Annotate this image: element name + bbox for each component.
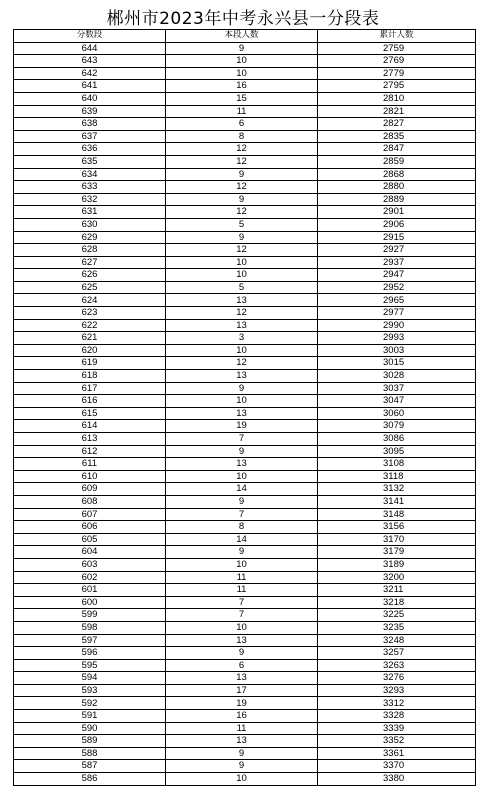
table-row: [14, 697, 476, 710]
cell-score: 639: [14, 105, 166, 118]
cell-segment-count: 12: [166, 307, 318, 320]
cell-segment-count: 14: [166, 483, 318, 496]
table-row: [14, 596, 476, 609]
cell-cumulative-count: 3079: [318, 420, 476, 433]
table-row: [14, 433, 476, 446]
cell-cumulative-count: 3118: [318, 470, 476, 483]
cell-score: 589: [14, 735, 166, 748]
cell-segment-count: 9: [166, 445, 318, 458]
cell-segment-count: 13: [166, 319, 318, 332]
cell-segment-count: 9: [166, 747, 318, 760]
cell-cumulative-count: 3060: [318, 407, 476, 420]
cell-cumulative-count: 3095: [318, 445, 476, 458]
cell-score: 603: [14, 558, 166, 571]
cell-score: 610: [14, 470, 166, 483]
table-row: [14, 218, 476, 231]
cell-score: 622: [14, 319, 166, 332]
cell-cumulative-count: 2947: [318, 269, 476, 282]
cell-score: 594: [14, 672, 166, 685]
table-row: [14, 533, 476, 546]
table-row: [14, 231, 476, 244]
cell-segment-count: 10: [166, 621, 318, 634]
cell-cumulative-count: 3200: [318, 571, 476, 584]
cell-cumulative-count: 2847: [318, 143, 476, 156]
table-row: [14, 558, 476, 571]
cell-score: 602: [14, 571, 166, 584]
cell-cumulative-count: 2906: [318, 218, 476, 231]
cell-score: 619: [14, 357, 166, 370]
cell-segment-count: 13: [166, 672, 318, 685]
cell-score: 627: [14, 256, 166, 269]
cell-cumulative-count: 3263: [318, 659, 476, 672]
cell-score: 595: [14, 659, 166, 672]
cell-cumulative-count: 2868: [318, 168, 476, 181]
cell-score: 611: [14, 458, 166, 471]
cell-score: 631: [14, 206, 166, 219]
cell-segment-count: 12: [166, 357, 318, 370]
cell-segment-count: 7: [166, 508, 318, 521]
cell-cumulative-count: 2835: [318, 130, 476, 143]
table-row: [14, 143, 476, 156]
cell-segment-count: 19: [166, 420, 318, 433]
cell-score: 605: [14, 533, 166, 546]
table-row: [14, 521, 476, 534]
cell-cumulative-count: 3047: [318, 395, 476, 408]
cell-score: 620: [14, 344, 166, 357]
cell-score: 593: [14, 684, 166, 697]
cell-segment-count: 11: [166, 105, 318, 118]
cell-score: 628: [14, 244, 166, 257]
cell-segment-count: 13: [166, 458, 318, 471]
cell-cumulative-count: 2795: [318, 80, 476, 93]
cell-cumulative-count: 3235: [318, 621, 476, 634]
table-row: [14, 684, 476, 697]
cell-cumulative-count: 3248: [318, 634, 476, 647]
cell-segment-count: 9: [166, 193, 318, 206]
cell-score: 624: [14, 294, 166, 307]
table-row: [14, 647, 476, 660]
cell-cumulative-count: 3003: [318, 344, 476, 357]
cell-score: 615: [14, 407, 166, 420]
cell-segment-count: 7: [166, 433, 318, 446]
cell-score: 609: [14, 483, 166, 496]
table-row: [14, 155, 476, 168]
cell-segment-count: 12: [166, 143, 318, 156]
cell-segment-count: 5: [166, 218, 318, 231]
table-row: [14, 508, 476, 521]
table-row: [14, 319, 476, 332]
cell-score: 606: [14, 521, 166, 534]
table-row: [14, 307, 476, 320]
cell-cumulative-count: 2990: [318, 319, 476, 332]
cell-cumulative-count: 2859: [318, 155, 476, 168]
table-row: [14, 344, 476, 357]
cell-segment-count: 8: [166, 130, 318, 143]
cell-segment-count: 9: [166, 231, 318, 244]
table-row: [14, 130, 476, 143]
cell-cumulative-count: 3148: [318, 508, 476, 521]
cell-cumulative-count: 2965: [318, 294, 476, 307]
cell-segment-count: 10: [166, 55, 318, 68]
cell-segment-count: 10: [166, 256, 318, 269]
cell-score: 641: [14, 80, 166, 93]
cell-cumulative-count: 2901: [318, 206, 476, 219]
cell-cumulative-count: 2927: [318, 244, 476, 257]
cell-segment-count: 10: [166, 773, 318, 786]
cell-cumulative-count: 2993: [318, 332, 476, 345]
cell-segment-count: 13: [166, 735, 318, 748]
cell-cumulative-count: 2779: [318, 67, 476, 80]
table-row: [14, 281, 476, 294]
cell-score: 616: [14, 395, 166, 408]
cell-cumulative-count: 3370: [318, 760, 476, 773]
cell-cumulative-count: 3361: [318, 747, 476, 760]
cell-cumulative-count: 3141: [318, 495, 476, 508]
table-row: [14, 332, 476, 345]
cell-segment-count: 3: [166, 332, 318, 345]
header-cumulative-count: 累计人数: [318, 30, 476, 43]
cell-score: 612: [14, 445, 166, 458]
cell-score: 599: [14, 609, 166, 622]
table-row: [14, 92, 476, 105]
table-row: [14, 395, 476, 408]
cell-score: 607: [14, 508, 166, 521]
cell-score: 604: [14, 546, 166, 559]
table-row: [14, 747, 476, 760]
cell-cumulative-count: 2759: [318, 42, 476, 55]
table-row: [14, 609, 476, 622]
cell-segment-count: 13: [166, 294, 318, 307]
table-row: [14, 546, 476, 559]
cell-cumulative-count: 3257: [318, 647, 476, 660]
table-row: [14, 294, 476, 307]
table-row: [14, 206, 476, 219]
cell-score: 633: [14, 181, 166, 194]
table-row: [14, 370, 476, 383]
cell-segment-count: 12: [166, 244, 318, 257]
cell-segment-count: 10: [166, 558, 318, 571]
cell-segment-count: 9: [166, 647, 318, 660]
cell-cumulative-count: 3218: [318, 596, 476, 609]
table-row: [14, 571, 476, 584]
cell-score: 592: [14, 697, 166, 710]
cell-score: 644: [14, 42, 166, 55]
table-row: [14, 773, 476, 786]
cell-cumulative-count: 3015: [318, 357, 476, 370]
cell-segment-count: 10: [166, 344, 318, 357]
table-row: [14, 407, 476, 420]
cell-cumulative-count: 3156: [318, 521, 476, 534]
cell-cumulative-count: 3380: [318, 773, 476, 786]
cell-score: 586: [14, 773, 166, 786]
cell-segment-count: 16: [166, 80, 318, 93]
cell-segment-count: 5: [166, 281, 318, 294]
cell-segment-count: 10: [166, 470, 318, 483]
table-row: [14, 256, 476, 269]
cell-segment-count: 8: [166, 521, 318, 534]
cell-score: 591: [14, 710, 166, 723]
table-row: [14, 42, 476, 55]
cell-segment-count: 6: [166, 118, 318, 131]
cell-segment-count: 6: [166, 659, 318, 672]
cell-segment-count: 7: [166, 609, 318, 622]
table-row: [14, 181, 476, 194]
cell-cumulative-count: 3225: [318, 609, 476, 622]
cell-score: 617: [14, 382, 166, 395]
cell-cumulative-count: 2977: [318, 307, 476, 320]
cell-segment-count: 12: [166, 155, 318, 168]
cell-score: 637: [14, 130, 166, 143]
cell-score: 635: [14, 155, 166, 168]
cell-score: 621: [14, 332, 166, 345]
table-row: [14, 269, 476, 282]
cell-score: 638: [14, 118, 166, 131]
table-row: [14, 584, 476, 597]
header-row: [14, 30, 476, 43]
cell-score: 614: [14, 420, 166, 433]
cell-segment-count: 13: [166, 407, 318, 420]
table-row: [14, 470, 476, 483]
table-row: [14, 382, 476, 395]
table-row: [14, 80, 476, 93]
cell-segment-count: 9: [166, 760, 318, 773]
cell-cumulative-count: 2827: [318, 118, 476, 131]
cell-cumulative-count: 3312: [318, 697, 476, 710]
cell-cumulative-count: 2889: [318, 193, 476, 206]
cell-score: 640: [14, 92, 166, 105]
cell-segment-count: 10: [166, 67, 318, 80]
cell-score: 642: [14, 67, 166, 80]
cell-segment-count: 14: [166, 533, 318, 546]
table-row: [14, 193, 476, 206]
cell-cumulative-count: 3086: [318, 433, 476, 446]
cell-segment-count: 10: [166, 395, 318, 408]
page-title: 郴州市2023年中考永兴县一分段表: [106, 9, 380, 29]
cell-score: 598: [14, 621, 166, 634]
table-row: [14, 483, 476, 496]
cell-segment-count: 9: [166, 546, 318, 559]
cell-segment-count: 15: [166, 92, 318, 105]
cell-cumulative-count: 2915: [318, 231, 476, 244]
cell-score: 632: [14, 193, 166, 206]
cell-cumulative-count: 3028: [318, 370, 476, 383]
cell-score: 596: [14, 647, 166, 660]
cell-cumulative-count: 3293: [318, 684, 476, 697]
cell-score: 629: [14, 231, 166, 244]
cell-segment-count: 11: [166, 571, 318, 584]
table-row: [14, 168, 476, 181]
table-row: [14, 735, 476, 748]
cell-cumulative-count: 3132: [318, 483, 476, 496]
cell-score: 643: [14, 55, 166, 68]
table-row: [14, 495, 476, 508]
cell-segment-count: 7: [166, 596, 318, 609]
cell-score: 625: [14, 281, 166, 294]
cell-cumulative-count: 3170: [318, 533, 476, 546]
cell-score: 588: [14, 747, 166, 760]
table-row: [14, 634, 476, 647]
table-row: [14, 672, 476, 685]
table-body: [14, 42, 476, 785]
cell-cumulative-count: 2769: [318, 55, 476, 68]
cell-score: 608: [14, 495, 166, 508]
cell-score: 590: [14, 722, 166, 735]
cell-score: 626: [14, 269, 166, 282]
cell-score: 597: [14, 634, 166, 647]
cell-score: 587: [14, 760, 166, 773]
table-row: [14, 722, 476, 735]
cell-segment-count: 13: [166, 634, 318, 647]
header-segment-count: 本段人数: [166, 30, 318, 43]
cell-cumulative-count: 3276: [318, 672, 476, 685]
cell-segment-count: 12: [166, 206, 318, 219]
cell-segment-count: 16: [166, 710, 318, 723]
cell-segment-count: 11: [166, 722, 318, 735]
cell-score: 600: [14, 596, 166, 609]
cell-cumulative-count: 3179: [318, 546, 476, 559]
cell-score: 613: [14, 433, 166, 446]
cell-score: 636: [14, 143, 166, 156]
cell-segment-count: 10: [166, 269, 318, 282]
cell-cumulative-count: 2810: [318, 92, 476, 105]
table-row: [14, 105, 476, 118]
cell-segment-count: 11: [166, 584, 318, 597]
header-score-range: 分数段: [14, 30, 166, 43]
table-row: [14, 659, 476, 672]
table-row: [14, 760, 476, 773]
cell-score: 630: [14, 218, 166, 231]
table-row: [14, 621, 476, 634]
table-row: [14, 67, 476, 80]
table-header: [14, 30, 476, 43]
cell-cumulative-count: 3037: [318, 382, 476, 395]
table-row: [14, 445, 476, 458]
table-row: [14, 357, 476, 370]
cell-score: 618: [14, 370, 166, 383]
cell-score: 634: [14, 168, 166, 181]
cell-cumulative-count: 3352: [318, 735, 476, 748]
table-row: [14, 118, 476, 131]
cell-score: 623: [14, 307, 166, 320]
cell-segment-count: 9: [166, 168, 318, 181]
table-row: [14, 420, 476, 433]
cell-segment-count: 17: [166, 684, 318, 697]
cell-cumulative-count: 2880: [318, 181, 476, 194]
score-distribution-table: [13, 29, 476, 786]
table-row: [14, 458, 476, 471]
table-row: [14, 55, 476, 68]
table-row: [14, 244, 476, 257]
cell-segment-count: 9: [166, 495, 318, 508]
cell-cumulative-count: 3108: [318, 458, 476, 471]
table-row: [14, 710, 476, 723]
cell-score: 601: [14, 584, 166, 597]
cell-segment-count: 12: [166, 181, 318, 194]
cell-cumulative-count: 3339: [318, 722, 476, 735]
cell-cumulative-count: 2821: [318, 105, 476, 118]
cell-cumulative-count: 3211: [318, 584, 476, 597]
cell-segment-count: 9: [166, 382, 318, 395]
cell-segment-count: 9: [166, 42, 318, 55]
cell-cumulative-count: 2937: [318, 256, 476, 269]
cell-segment-count: 13: [166, 370, 318, 383]
cell-segment-count: 19: [166, 697, 318, 710]
cell-cumulative-count: 2952: [318, 281, 476, 294]
cell-cumulative-count: 3189: [318, 558, 476, 571]
cell-cumulative-count: 3328: [318, 710, 476, 723]
